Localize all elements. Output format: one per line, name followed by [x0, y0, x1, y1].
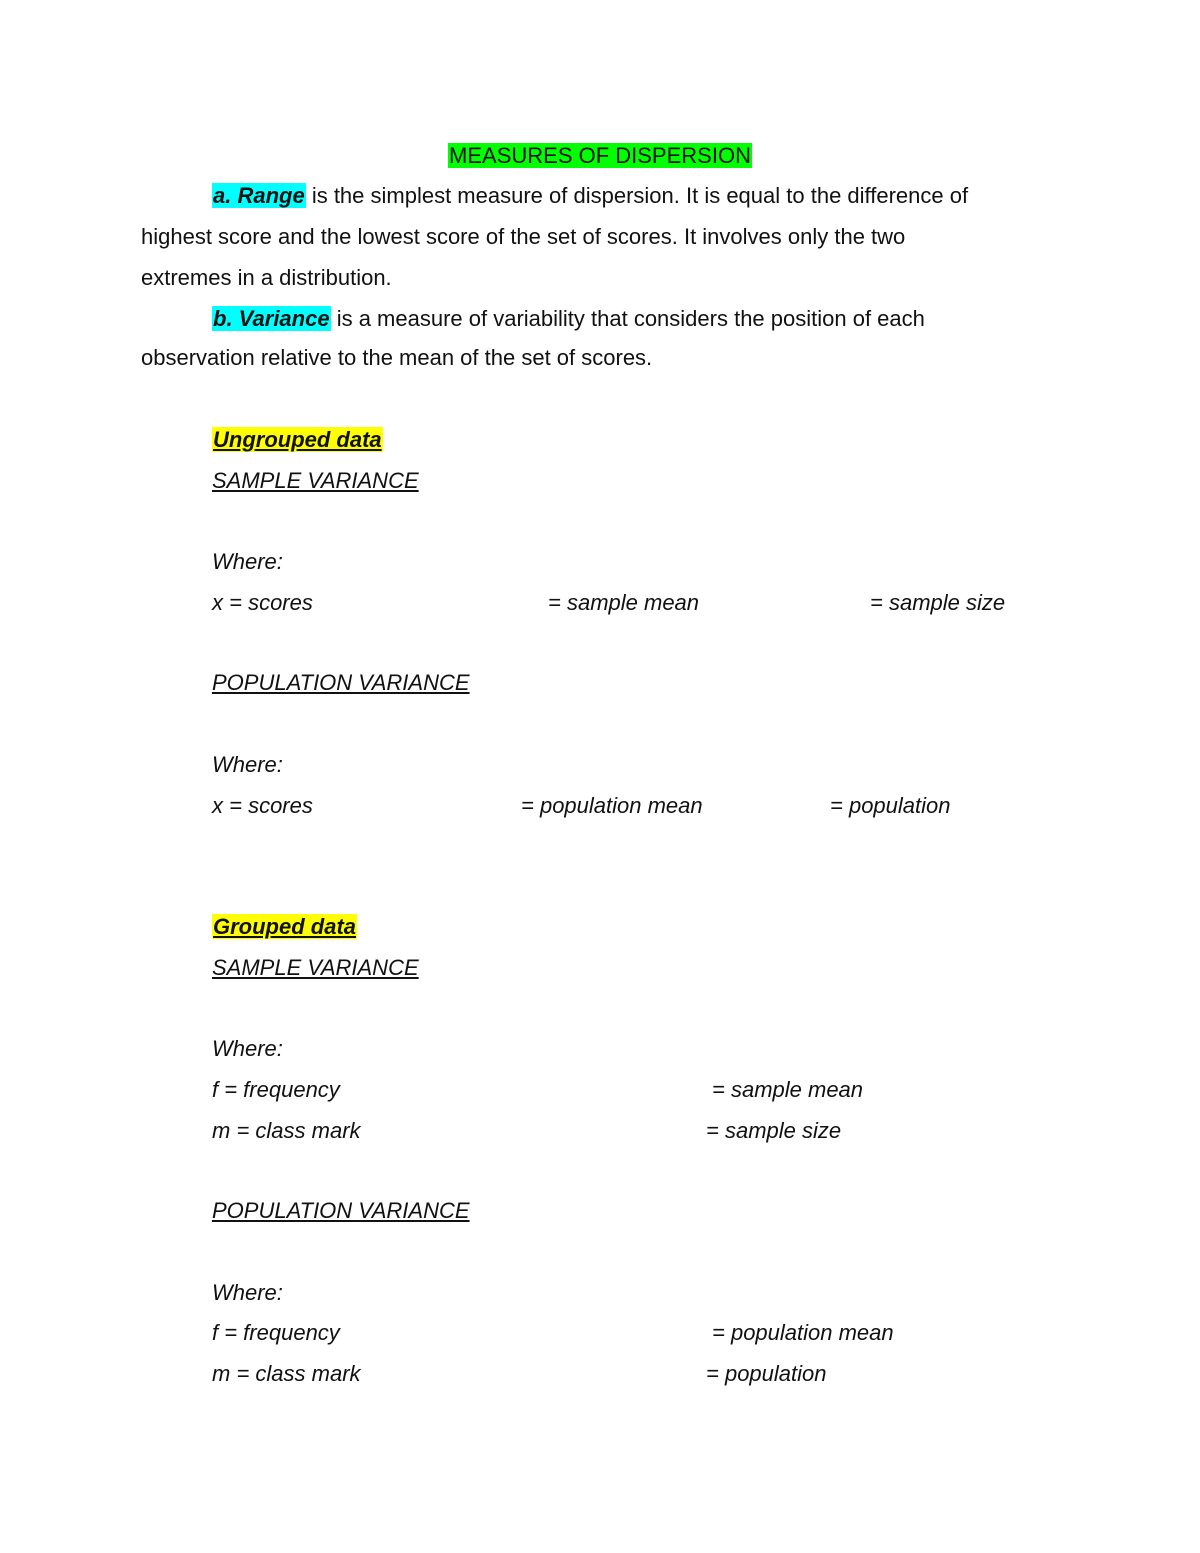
grouped-population-def-m: m = class mark	[212, 1361, 361, 1386]
ungrouped-population-def-x: x = scores	[212, 793, 313, 818]
ungrouped-sample-variance-label: SAMPLE VARIANCE	[212, 468, 419, 493]
grouped-sample-def-m: m = class mark	[212, 1118, 361, 1143]
ungrouped-population-where: Where:	[212, 752, 283, 777]
grouped-population-variance-label: POPULATION VARIANCE	[212, 1198, 470, 1223]
ungrouped-sample-def-mean: = sample mean	[548, 590, 700, 615]
grouped-population-def-mean: = population mean	[712, 1320, 894, 1345]
grouped-heading: Grouped data	[213, 914, 357, 939]
variance-paragraph-line-1: b. Variance is a measure of variability that considers the position of each	[213, 306, 925, 331]
grouped-sample-def-size: = sample size	[706, 1118, 842, 1143]
ungrouped-sample-where: Where:	[212, 549, 283, 574]
ungrouped-population-variance-label: POPULATION VARIANCE	[212, 670, 470, 695]
range-paragraph-line-1: a. Range is the simplest measure of dispersion. It is equal to the difference of	[213, 183, 969, 208]
range-term: a. Range	[213, 183, 305, 208]
page-title: MEASURES OF DISPERSION	[449, 143, 751, 168]
variance-term: b. Variance	[213, 306, 330, 331]
range-paragraph-line-2: highest score and the lowest score of the set of scores. It involves only the two	[141, 224, 906, 249]
variance-paragraph-line-2: observation relative to the mean of the set of scores.	[141, 345, 653, 370]
grouped-population-def-size: = population	[706, 1361, 827, 1386]
grouped-sample-variance-label: SAMPLE VARIANCE	[212, 955, 419, 980]
grouped-sample-def-f: f = frequency	[212, 1077, 340, 1102]
grouped-population-def-f: f = frequency	[212, 1320, 340, 1345]
ungrouped-population-def-mean: = population mean	[521, 793, 703, 818]
ungrouped-heading: Ungrouped data	[213, 427, 382, 452]
ungrouped-sample-def-x: x = scores	[212, 590, 313, 615]
grouped-sample-def-mean: = sample mean	[712, 1077, 864, 1102]
ungrouped-sample-def-size: = sample size	[870, 590, 1006, 615]
grouped-sample-where: Where:	[212, 1036, 283, 1061]
grouped-population-where: Where:	[212, 1280, 283, 1305]
range-paragraph-line-3: extremes in a distribution.	[141, 265, 392, 290]
ungrouped-population-def-size: = population	[830, 793, 951, 818]
